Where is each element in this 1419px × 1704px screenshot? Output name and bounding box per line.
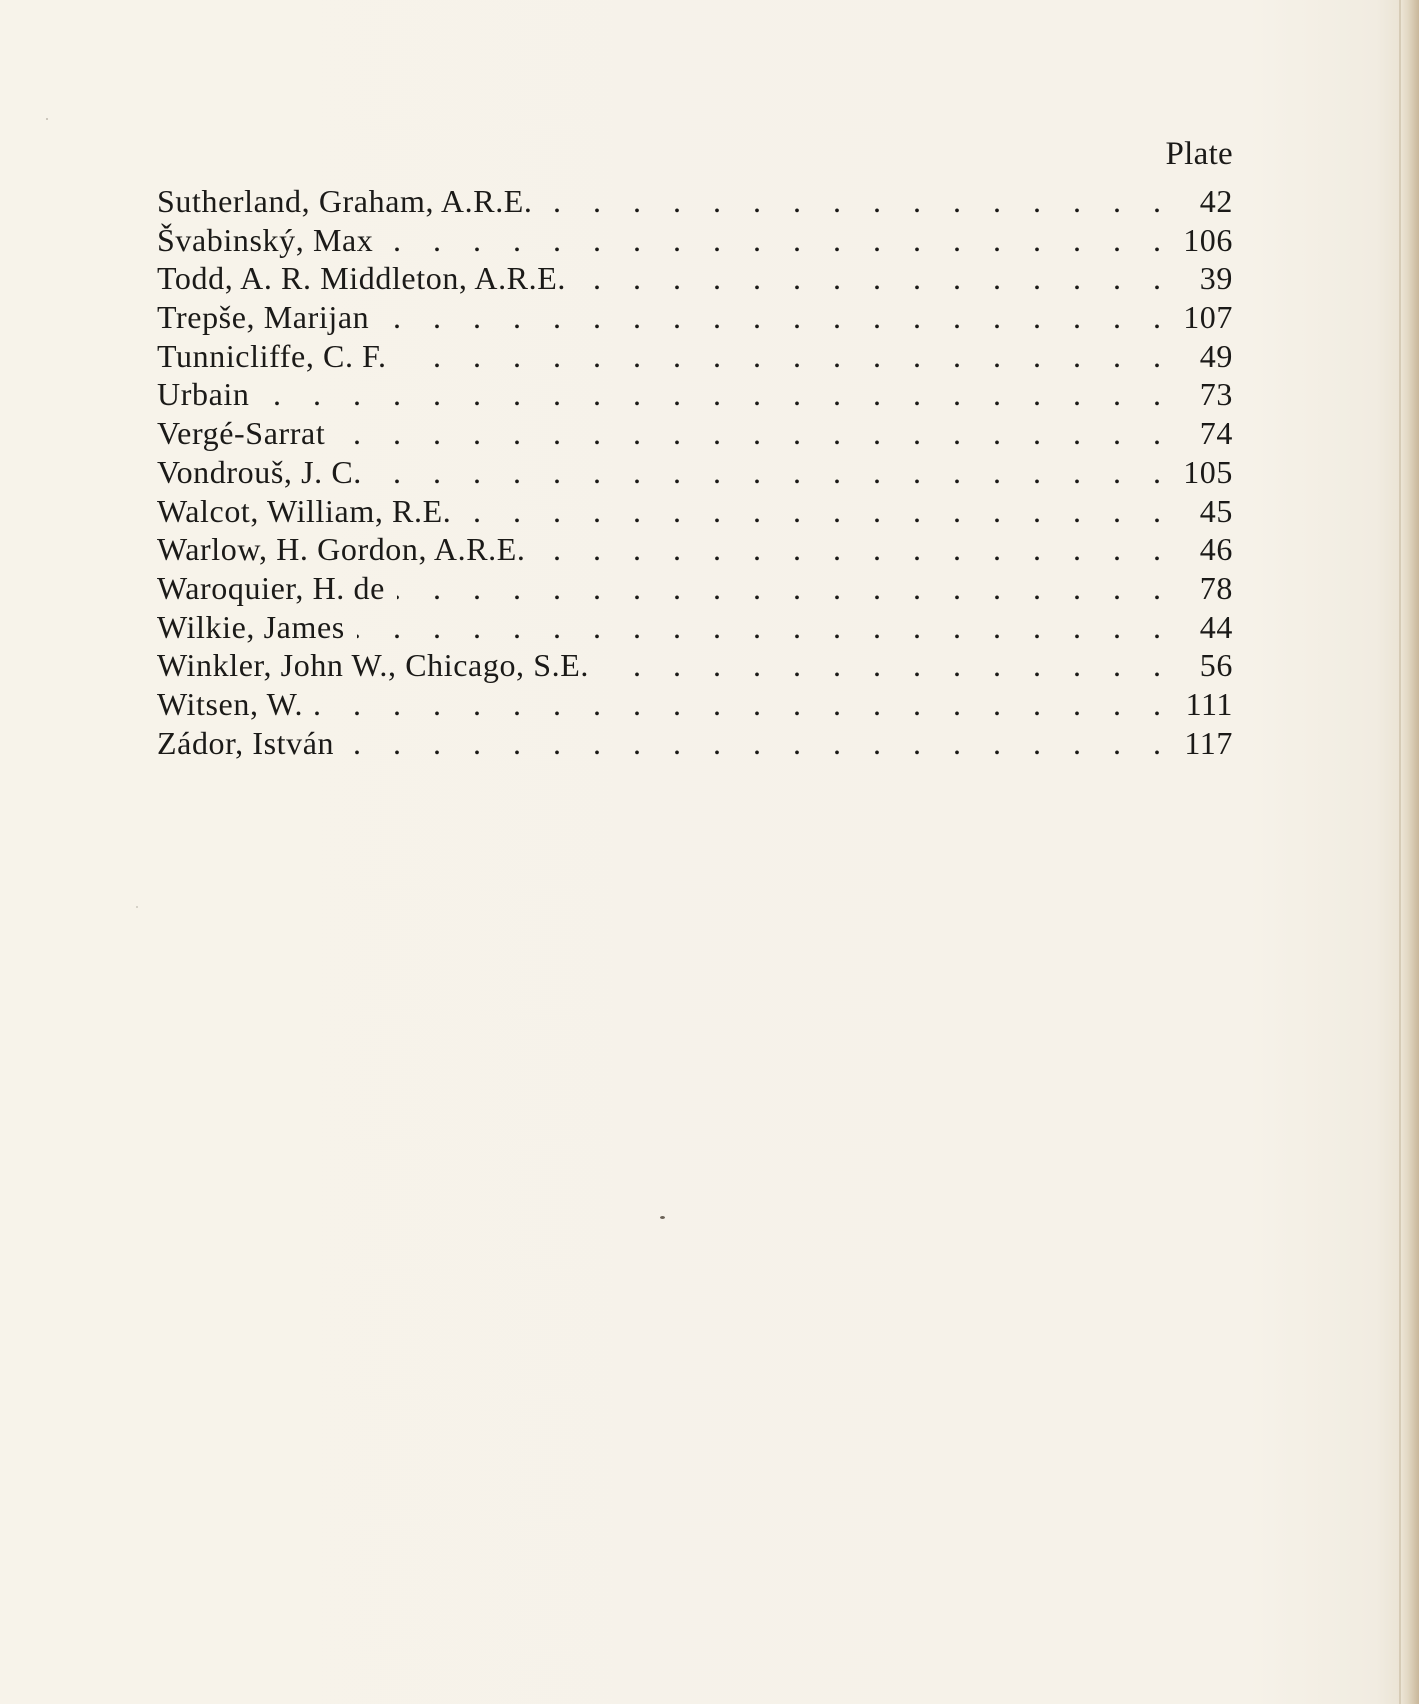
index-entry [157,492,1233,531]
artist-name: Wilkie, James [157,608,345,645]
index-entry [157,530,1233,569]
dot-leader [578,259,1161,297]
dot-leader [357,608,1161,646]
artist-name: Witsen, W. [157,685,304,722]
plate-number: 111 [1185,685,1233,722]
index-entry [157,608,1233,647]
index-entry [157,221,1233,260]
paper-speck [660,1216,665,1219]
plate-number: 45 [1199,492,1233,529]
index-entry [157,414,1233,453]
index-entry [157,375,1233,414]
plate-number: 74 [1199,415,1233,452]
plate-number: 44 [1199,608,1233,645]
plate-number: 107 [1183,299,1233,336]
artist-name: Zádor, István [157,724,335,761]
index-entry [157,259,1233,298]
plate-number: 49 [1199,337,1233,374]
dot-leader [397,569,1161,607]
dot-leader [261,375,1161,413]
plate-number: 117 [1184,724,1233,761]
index-entry [157,298,1233,337]
index-entry [157,569,1233,608]
page-edge [1399,0,1419,1704]
plate-number: 46 [1199,531,1233,568]
plate-number: 73 [1199,376,1233,413]
artist-name: Švabinský, Max [157,221,374,258]
plate-number: 105 [1183,453,1233,490]
artist-name: Winkler, John W., Chicago, S.E. [157,647,590,684]
index-entry [157,453,1233,492]
artist-name: Vergé-Sarrat [157,415,326,452]
paper-speck [136,906,138,908]
artist-name: Todd, A. R. Middleton, A.R.E. [157,260,566,297]
paper-speck [46,118,48,120]
index-entry [157,646,1233,685]
plate-number: 42 [1199,183,1233,219]
plate-number: 106 [1183,221,1233,258]
index-entry [157,724,1233,763]
artist-name: Vondrouš, J. C. [157,453,362,490]
dot-leader [346,724,1161,762]
index-entry [157,337,1233,376]
dot-leader [374,453,1161,491]
artist-name: Urbain [157,376,250,413]
artist-name: Trepše, Marijan [157,299,370,336]
dot-leader [399,337,1161,375]
plate-column-heading: Plate [1165,136,1233,172]
dot-leader [315,685,1161,723]
artist-name: Tunnicliffe, C. F. [157,337,387,374]
dot-leader [385,221,1161,259]
index-entry [157,685,1233,724]
dot-leader [337,414,1161,452]
artist-name: Waroquier, H. de [157,569,385,606]
plate-number: 56 [1199,647,1233,684]
page-edge-line [1399,0,1401,1704]
artist-name: Sutherland, Graham, A.R.E. [157,183,533,219]
index-entries [157,182,1233,762]
dot-leader [601,646,1161,684]
dot-leader [545,182,1161,220]
dot-leader [381,298,1161,336]
dot-leader [538,530,1161,568]
plate-number: 39 [1199,260,1233,297]
artist-name: Walcot, William, R.E. [157,492,452,529]
plate-number: 78 [1199,569,1233,606]
dot-leader [463,492,1161,530]
index-entry [157,182,1233,221]
artist-name: Warlow, H. Gordon, A.R.E. [157,531,526,568]
